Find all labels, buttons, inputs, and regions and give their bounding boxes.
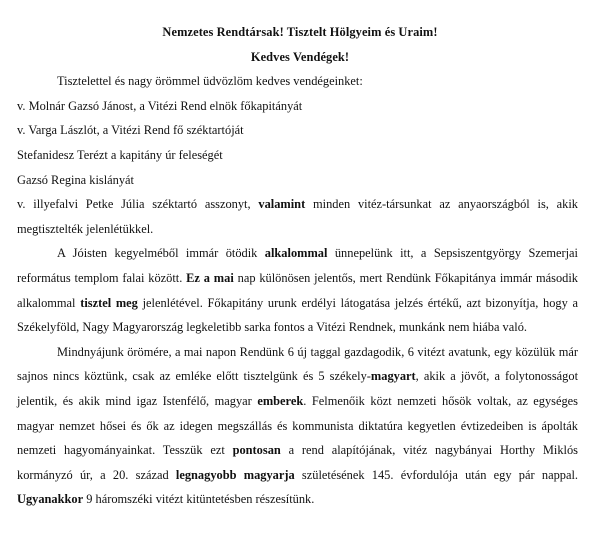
guest-line <box>17 168 578 193</box>
guest-line <box>17 143 578 168</box>
bold-run: Ugyanakkor <box>17 492 84 507</box>
text-run: születésének 145. évfordulója után egy pár nappal. <box>294 467 578 482</box>
guest-line <box>17 94 578 119</box>
bold-run: valamint <box>258 197 306 212</box>
guest-line-last <box>17 192 578 241</box>
text-run: nap különösen jelentős, mert Rendünk Főkapitánya immár második alkalommal <box>17 270 578 310</box>
text-run: A Jóisten kegyelméből immár ötödik <box>57 246 265 261</box>
guests-heading: Kedves Vendégek! <box>250 49 350 64</box>
text-run: minden vitéz-társunkat az anyaországból is, akik megtisztelték jelenlétükkel. <box>17 197 578 236</box>
guest-line <box>17 118 578 143</box>
bold-run: magyarja <box>243 467 295 482</box>
guest-name: Stefanidesz Terézt a kapitány úr feleségét <box>17 147 223 162</box>
text-run: Mindnyájunk örömére, a mai napon Rendünk 6 új taggal gazdagodik, 6 vitézt avatunk, egy közülük már sajnos nincs köztünk, csak az emléke előtt tisztelgünk és 5 székely- <box>17 344 578 384</box>
guest-name: v. Varga Lászlót <box>17 123 97 138</box>
text-run: a rend alapítójának, vitéz nagybányai Horthy Miklós kormányzó úr, a 20. század <box>17 443 578 482</box>
guest-name: v. Molnár Gazsó Jánost <box>17 98 134 113</box>
bold-run: legnagyobb <box>175 467 237 482</box>
paragraph-2 <box>17 340 578 512</box>
greeting-intro: Tisztelettel és nagy örömmel üdvözlöm kedves vendégeinket: <box>57 74 363 89</box>
text-run <box>237 468 244 482</box>
guest-role: , a Vitézi Rend fő széktartóját <box>96 123 244 138</box>
text-run: v. illyefalvi Petke Júlia széktartó asszonyt, <box>17 197 259 212</box>
bold-run: alkalommal <box>264 246 328 261</box>
bold-run: tisztel meg <box>80 295 138 310</box>
text-run: ünnepelünk itt, a Sepsiszentgyörgy Szemerjai református templom falai között. <box>17 246 578 285</box>
text-run: jelenlétével. Főkapitány urunk erdélyi látogatása jelzés értékű, azt bizonyítja, hogy a Székelyföld, Nagy Magyarország legkeletibb sarka fontos a Vitézi Rendnek, munkánk nem hiába való. <box>17 295 579 335</box>
bold-run: magyart <box>370 369 416 384</box>
text-run: . Felmenőik közt nemzeti hősök voltak, az egységes magyar nemzet hősei és ők az idegen megszállás és kommunista diktatúra kegyetlen évtizedeiben is ápolták nemzeti hagyományainkat. Tesszük ezt <box>17 393 578 458</box>
guest-name: Gazsó Regina kislányát <box>17 172 134 187</box>
text-run: 9 háromszéki vitézt kitüntetésben részesítünk. <box>83 492 315 507</box>
paragraph-1 <box>17 241 578 339</box>
bold-run: pontosan <box>232 443 281 458</box>
text-run: , akik a jövőt, a folytonosságot jelentik, és akik mind igaz Istenfélő, magyar <box>17 369 579 408</box>
guest-role: , a Vitézi Rend elnök főkapitányát <box>133 98 303 113</box>
document-body <box>0 69 600 512</box>
bold-run: emberek <box>257 393 304 408</box>
salutation-heading: Nemzetes Rendtársak! Tisztelt Hölgyeim és Uraim! <box>162 25 438 39</box>
bold-run: Ez a mai <box>186 270 234 285</box>
